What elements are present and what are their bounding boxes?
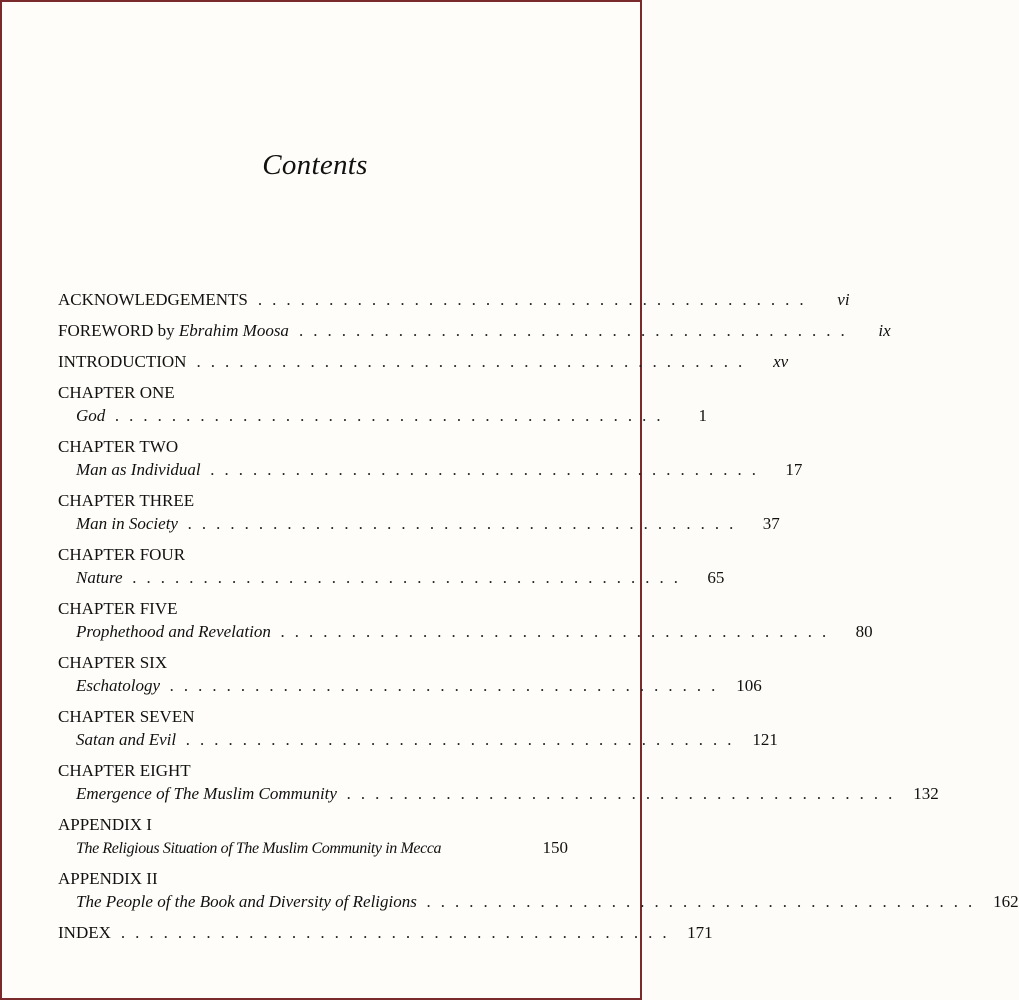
toc-page-number: 17 xyxy=(785,460,803,479)
chapter-title: Eschatology xyxy=(76,676,161,695)
dot-leader: ....................................... xyxy=(257,290,814,309)
toc-entry-chapter-three xyxy=(58,489,780,535)
dot-leader: ....................................... xyxy=(115,406,672,425)
toc-page-number: 121 xyxy=(752,730,778,749)
toc-entry-chapter-two xyxy=(58,435,803,481)
dot-leader: ....................................... xyxy=(187,514,744,533)
toc-line xyxy=(58,319,891,342)
chapter-heading: CHAPTER TWO xyxy=(58,437,179,456)
appendix-heading: APPENDIX I xyxy=(58,815,152,834)
toc-entry-appendix-two xyxy=(58,867,1019,913)
toc-entry-chapter-five xyxy=(58,597,873,643)
toc-page-number: 162 xyxy=(993,892,1019,911)
chapter-title: Emergence of The Muslim Community xyxy=(76,784,337,803)
chapter-title: Satan and Evil xyxy=(76,730,177,749)
toc-entry-foreword xyxy=(58,319,891,342)
dot-leader: ....................................... xyxy=(132,568,689,587)
toc-page-number: 106 xyxy=(736,676,762,695)
toc-line xyxy=(58,782,939,805)
chapter-title: Nature xyxy=(76,568,123,587)
toc-page-number: 132 xyxy=(913,784,939,803)
chapter-heading: CHAPTER SEVEN xyxy=(58,707,195,726)
chapter-title: God xyxy=(76,406,106,425)
toc-line xyxy=(58,921,713,944)
toc-entry-label: ACKNOWLEDGEMENTS xyxy=(58,290,248,309)
appendix-title: The Religious Situation of The Muslim Community in Mecca xyxy=(76,840,442,857)
toc-entry-chapter-four xyxy=(58,543,725,589)
dot-leader: ....................................... xyxy=(210,460,767,479)
toc-line xyxy=(58,620,873,643)
chapter-title: Man in Society xyxy=(76,514,178,533)
toc-line xyxy=(58,566,725,589)
toc-page-number: vi xyxy=(837,290,850,309)
toc-entry-appendix-one xyxy=(58,813,568,859)
chapter-heading: CHAPTER FIVE xyxy=(58,599,178,618)
chapter-title: Prophethood and Revelation xyxy=(76,622,271,641)
dot-leader: ....................................... xyxy=(426,892,983,911)
dot-leader: ....................................... xyxy=(346,784,903,803)
chapter-heading: CHAPTER SIX xyxy=(58,653,168,672)
chapter-heading: CHAPTER THREE xyxy=(58,491,195,510)
toc-line xyxy=(58,288,850,311)
dot-leader: ....................................... xyxy=(186,730,742,749)
toc-page-number: 37 xyxy=(762,514,780,533)
dot-leader: ....................................... xyxy=(170,676,726,695)
dot-leader: ....................................... xyxy=(196,352,753,371)
toc-entry-label xyxy=(58,319,293,342)
toc-page-number: xv xyxy=(773,352,789,371)
chapter-heading: CHAPTER ONE xyxy=(58,383,175,402)
toc-line xyxy=(58,404,708,427)
chapter-heading: CHAPTER FOUR xyxy=(58,545,186,564)
toc-line xyxy=(58,836,568,859)
toc-page-number: 80 xyxy=(855,622,873,641)
toc-page-number: 1 xyxy=(698,406,708,425)
toc-line xyxy=(58,890,1019,913)
toc-entry-label: INTRODUCTION xyxy=(58,352,187,371)
toc-page-number: 171 xyxy=(687,923,713,942)
toc-line xyxy=(58,458,803,481)
toc-entry-chapter-seven xyxy=(58,705,778,751)
page-title: Contents xyxy=(262,149,368,181)
toc-entry-label: INDEX xyxy=(58,923,111,942)
toc-entry-chapter-one xyxy=(58,381,708,427)
toc-line xyxy=(58,350,789,373)
appendix-heading: APPENDIX II xyxy=(58,869,158,888)
toc-entry-chapter-eight xyxy=(58,759,939,805)
chapter-heading: CHAPTER EIGHT xyxy=(58,761,191,780)
dot-leader: ....................................... xyxy=(280,622,837,641)
toc-page-number: ix xyxy=(878,321,891,340)
foreword-prefix: FOREWORD by xyxy=(58,321,179,340)
toc-line xyxy=(58,512,780,535)
dot-leader: ....................................... xyxy=(120,923,677,942)
toc-entry-acknowledgements xyxy=(58,288,850,311)
toc-line xyxy=(58,728,778,751)
toc-entry-index xyxy=(58,921,713,944)
table-of-contents xyxy=(58,288,1019,952)
toc-entry-chapter-six xyxy=(58,651,762,697)
toc-line xyxy=(58,674,762,697)
chapter-title: Man as Individual xyxy=(76,460,201,479)
appendix-title: The People of the Book and Diversity of Religions xyxy=(76,892,417,911)
foreword-author: Ebrahim Moosa xyxy=(178,321,289,340)
dot-leader: ....................................... xyxy=(298,321,855,340)
toc-page-number: 150 xyxy=(542,838,568,857)
toc-entry-introduction xyxy=(58,350,789,373)
toc-page-number: 65 xyxy=(707,568,725,587)
